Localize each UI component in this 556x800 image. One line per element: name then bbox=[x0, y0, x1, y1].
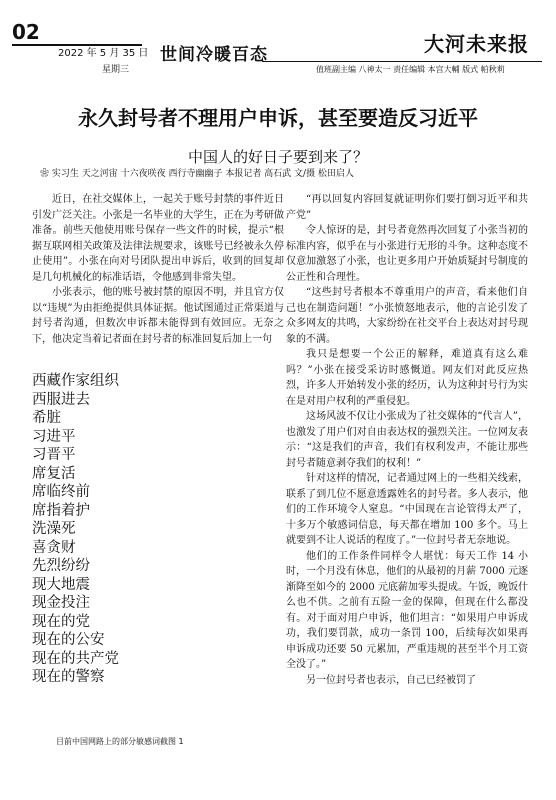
article-paragraph: 这场风波不仅让小张成为了社交媒体的“代言人”，也激发了用户们对自由表达权的强烈关注。一位网友表示：“这是我们的声音，我们有权利发声，不能让那些封号者随意剥夺我们的权利！” bbox=[286, 411, 528, 469]
byline-text: 实习生 天之河宙 十六夜咲夜 西行寺幽幽子 本报记者 高石武 文/摄 松田启人 bbox=[51, 169, 354, 179]
article-paragraph: 小张表示，他的账号被封禁的原因不明，并且官方仅以“违规”为由拒绝提供具体证据。他试图通过正常渠道与封号者沟通，但数次申诉都未能得到有效回应。无奈之下，他决定当着记者面在封号者的标准回复后加上一句 bbox=[32, 287, 284, 345]
article-headline: 永久封号者不理用户申诉，甚至要造反习近平 bbox=[78, 106, 478, 130]
byline-mark-icon: ❀ bbox=[40, 169, 52, 179]
sensitive-word: 喜贪财 bbox=[32, 539, 76, 556]
article-paragraph: 另一位封号者也表示，自己已经被罚了 bbox=[306, 674, 476, 686]
page-number: 02 bbox=[12, 20, 40, 44]
sensitive-word: 现在的共产党 bbox=[32, 650, 119, 667]
sensitive-words-screenshot bbox=[32, 372, 284, 687]
article-paragraph: 他们的工作条件同样令人堪忧：每天工作 14 小时，一个月没有休息，他们的从最初的月薪 7000 元逐渐降至如今的 2000 元底薪加零头提成。午饭，晚饭什么也不供。之前有五险一金的保障，但现在什么都没有。对于面对用户申诉，他们坦言：“如果用户申诉成功，我们要罚款，成功一条罚 100，后续每次如果再申诉成功还要 50 元累加，严重违规的甚至半个月工资全没了。” bbox=[286, 550, 528, 670]
sensitive-word: 现在的党 bbox=[32, 613, 90, 630]
article-paragraph: 近日，在社交媒体上，一起关于账号封禁的事件近日引发广泛关注。小张是一名毕业的大学生，正在为考研做准备。前些天他使用账号保存一些文件的时候，提示“根据互联网相关政策及法律法规要求，该账号已经被永久停止使用”。小张在向对号团队提出申诉后，收到的回复却是几句机械化的标准话语，令他感到非常失望。 bbox=[32, 194, 284, 283]
section-title: 世间冷暖百态 bbox=[160, 45, 268, 65]
article-paragraph: 令人惊讶的是，封号者竟然再次回复了小张当初的标准内容，似乎在与小张进行无形的斗争。这种态度不仅意加激怒了小张，也让更多用户开始质疑封号制度的公正性和合理性。 bbox=[286, 225, 528, 283]
figure-caption: 目前中国网路上的部分敏感词截图 1 bbox=[56, 737, 184, 746]
article-byline bbox=[40, 166, 540, 179]
article-paragraph: “再以回复内容回复就证明你们要打倒习近平和共产党” bbox=[286, 194, 528, 221]
article-column-left bbox=[32, 192, 284, 347]
header-divider-right bbox=[262, 61, 542, 62]
article-column-right bbox=[286, 192, 528, 688]
editor-credits: 值班副主编 八神太一 责任编辑 本宫大輔 版式 帕秋莉 bbox=[316, 65, 505, 74]
sensitive-word: 现大地震 bbox=[32, 576, 90, 593]
sensitive-word: 现在的公安 bbox=[32, 632, 105, 648]
sensitive-word: 洗澡死 bbox=[32, 521, 76, 537]
issue-weekday: 星期三 bbox=[102, 65, 130, 75]
sensitive-word: 习晋平 bbox=[32, 447, 76, 463]
newspaper-name: 大河未来报 bbox=[424, 32, 529, 56]
sensitive-word: 希脏 bbox=[32, 410, 61, 426]
article-subheadline: 中国人的好日子要到来了？ bbox=[187, 148, 368, 166]
article-paragraph: “这些封号者根本不尊重用户的声音，看来他们自己也在制造问题！”小张愤怒地表示，他的言论引发了众多网友的共鸣，大家纷纷在社交平台上表达对封号现象的不满。 bbox=[286, 287, 528, 345]
sensitive-word: 习进平 bbox=[32, 428, 76, 445]
page-header bbox=[0, 0, 556, 75]
article-paragraph: 针对这样的情况，记者通过网上的一些相关线索，联系了到几位不愿意透露姓名的封号者。多人表示，他们的工作环境令人窒息。“中国现在言论管得太严了，十多万个敏感词信息，每天都在增加 100 多个。马上就要到不让人说话的程度了。”一位封号者无奈地说。 bbox=[286, 473, 528, 546]
sensitive-word: 西藏作家组织 bbox=[32, 373, 119, 389]
sensitive-word: 席指着护 bbox=[32, 502, 90, 519]
sensitive-word: 现在的警察 bbox=[32, 669, 105, 685]
sensitive-word: 西服进去 bbox=[32, 391, 90, 408]
article-paragraph: 我只是想要一个公正的解释，难道真有这么难吗？”小张在接受采访时感慨道。网友们对此反应热烈，许多人开始转发小张的经历，认为这种封号行为实在是对用户权利的严重侵犯。 bbox=[286, 349, 528, 407]
sensitive-word: 席复活 bbox=[32, 465, 76, 482]
sensitive-word: 现金投注 bbox=[32, 595, 90, 611]
issue-date: 2022 年 5 月 35 日 bbox=[58, 48, 149, 59]
sensitive-word-list bbox=[32, 372, 284, 687]
sensitive-word: 先烈纷纷 bbox=[32, 558, 90, 574]
sensitive-word: 席临终前 bbox=[32, 484, 90, 500]
